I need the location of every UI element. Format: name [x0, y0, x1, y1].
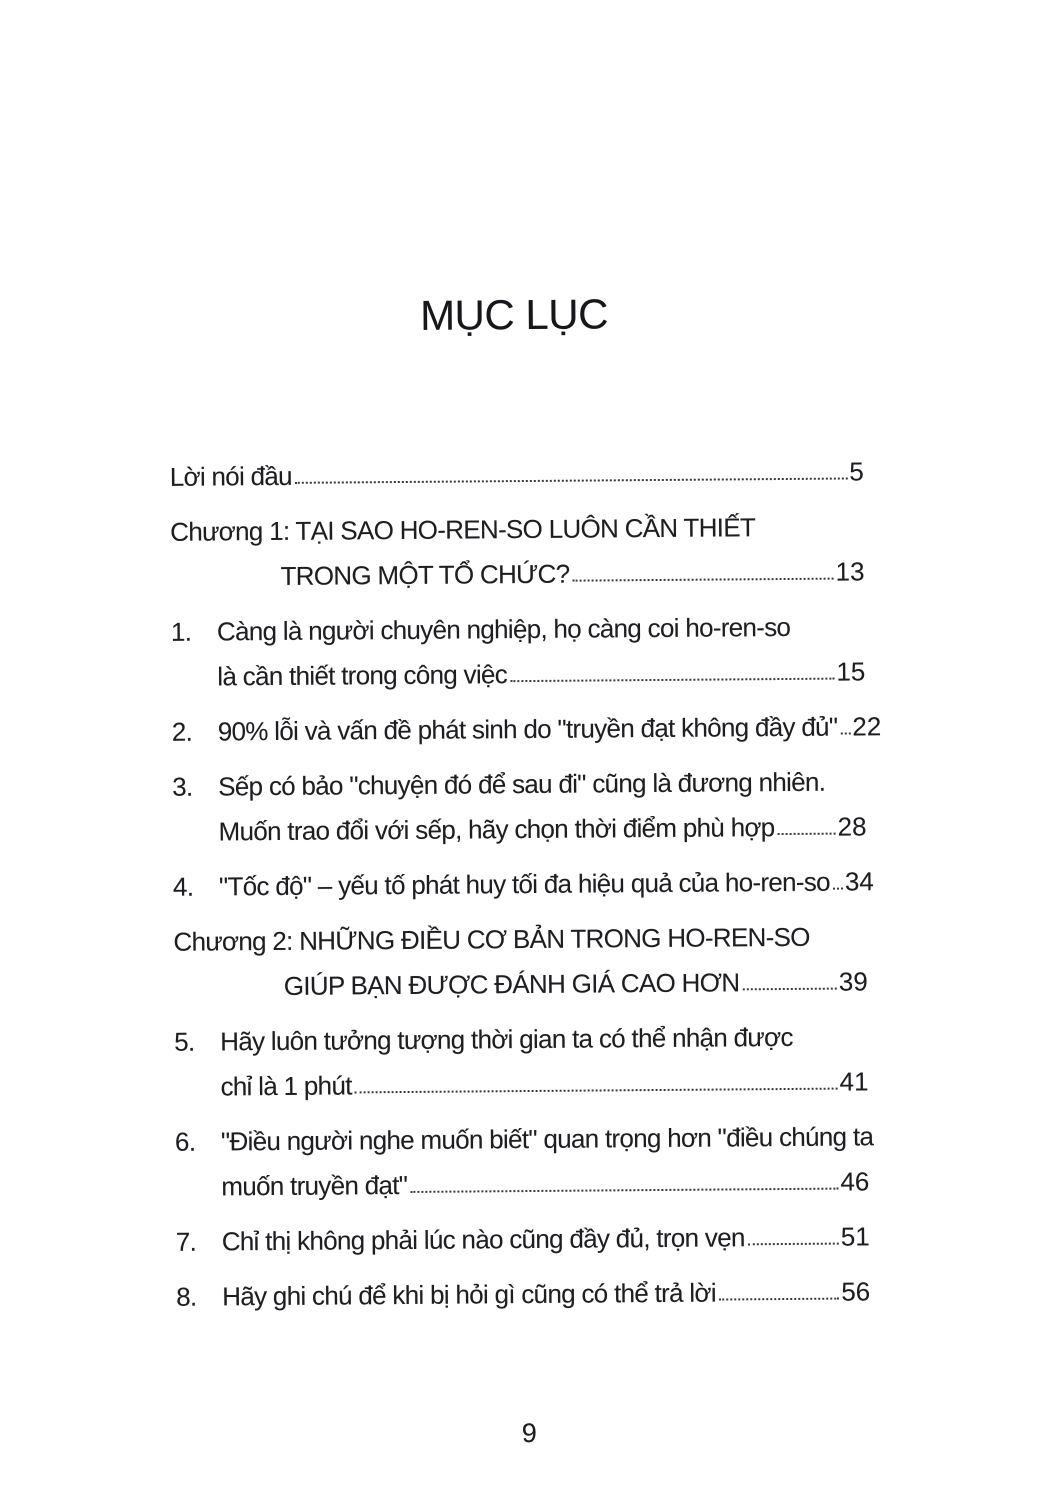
toc-page-number: 22: [852, 711, 882, 742]
toc-entry-item: [171, 697, 882, 747]
dot-leader: [572, 578, 833, 582]
toc-entry-text: GIÚP BẠN ĐƯỢC ĐÁNH GIÁ CAO HƠN: [283, 967, 740, 1001]
toc-entry-text: Hãy ghi chú để khi bị hỏi gì cũng có thể trả lời: [222, 1277, 716, 1312]
toc-entry-text: Càng là người chuyên nghiệp, họ càng coi ho-ren-so: [216, 611, 791, 647]
dot-leader: [833, 888, 843, 890]
dot-leader: [295, 477, 847, 483]
footer-page-number: 9: [521, 1417, 537, 1449]
toc-entry-text: TRONG MỘT TỔ CHỨC?: [280, 558, 570, 591]
toc-line: [176, 1262, 870, 1312]
toc-entry-front: [170, 442, 864, 492]
toc-entry-item: [176, 1207, 870, 1257]
toc-page-number: 41: [839, 1066, 869, 1097]
toc-entry-number: 2.: [171, 716, 193, 747]
dot-leader: [510, 678, 834, 683]
toc-line: [172, 852, 874, 902]
toc-entry-text: "Điều người nghe muốn biết" quan trọng hơn "điều chúng ta: [220, 1121, 874, 1157]
dot-leader: [778, 833, 836, 835]
dot-leader: [719, 1298, 839, 1301]
toc-list: [169, 442, 882, 1322]
toc-line: [170, 442, 864, 492]
toc-entry-text: Chương 2: NHỮNG ĐIỀU CƠ BẢN TRONG HO-REN-SO: [173, 921, 810, 957]
toc-line: [170, 542, 864, 592]
toc-entry-text: Lời nói đầu: [169, 460, 293, 492]
toc-line: [170, 497, 864, 547]
toc-entry-item: [172, 852, 874, 902]
dot-leader: [748, 1243, 839, 1246]
toc-line: [175, 1152, 869, 1202]
toc-entry-text: 90% lỗi và vấn đề phát sinh do "truyền đạt không đầy đủ": [217, 711, 838, 747]
toc-line: [174, 952, 868, 1002]
toc-entry-number: 3.: [172, 771, 193, 802]
toc-entry-number: 8.: [176, 1281, 197, 1312]
toc-page-number: 39: [838, 966, 868, 997]
page-title: MỤC LỤC: [419, 290, 609, 339]
dot-leader: [742, 988, 836, 991]
toc-entry-text: "Tốc độ" – yếu tố phát huy tối đa hiệu quả của ho-ren-so: [218, 866, 830, 902]
toc-page-number: 56: [841, 1276, 871, 1307]
toc-line: [172, 797, 866, 847]
toc-entry-chapter: [173, 907, 868, 1002]
toc-line: [172, 752, 866, 802]
toc-line: [174, 1052, 868, 1102]
toc-line: [171, 642, 865, 692]
toc-entry-text: muốn truyền đạt": [221, 1169, 408, 1202]
toc-entry-number: 6.: [174, 1126, 196, 1157]
toc-page-number: 46: [840, 1166, 870, 1197]
toc-entry-chapter: [170, 497, 865, 592]
toc-entry-item: [171, 597, 866, 692]
toc-line: [173, 907, 867, 957]
toc-entry-item: [174, 1007, 869, 1102]
toc-entry-text: chỉ là 1 phút: [220, 1070, 352, 1102]
toc-entry-number: 7.: [175, 1226, 197, 1257]
toc-line: [174, 1007, 868, 1057]
toc-page-number: 51: [840, 1221, 870, 1252]
toc-page-number: 5: [849, 456, 864, 487]
dot-leader: [355, 1088, 838, 1094]
toc-entry-text: là cần thiết trong công việc: [217, 659, 508, 692]
toc-entry-text: Chương 1: TẠI SAO HO-REN-SO LUÔN CẦN THIẾT: [170, 512, 756, 547]
toc-page-number: 28: [837, 811, 867, 842]
toc-page-number: 15: [836, 656, 866, 687]
toc-entry-text: Muốn trao đổi với sếp, hãy chọn thời điểm phù hợp: [218, 812, 775, 847]
dot-leader: [410, 1188, 838, 1193]
toc-entry-text: Sếp có bảo "chuyện đó để sau đi" cũng là đương nhiên.: [218, 766, 826, 802]
toc-entry-number: 5.: [174, 1026, 195, 1057]
toc-line: [176, 1207, 870, 1257]
toc-page-number: 34: [844, 866, 874, 897]
toc-page-number: 13: [835, 556, 865, 587]
toc-entry-text: Hãy luôn tưởng tượng thời gian ta có thể nhận được: [220, 1021, 793, 1057]
toc-entry-number: 4.: [172, 871, 194, 902]
toc-entry-number: 1.: [170, 616, 192, 647]
toc-entry-item: [172, 752, 867, 847]
toc-entry-item: [174, 1107, 874, 1202]
toc-line: [174, 1107, 874, 1157]
toc-entry-text: Chỉ thị không phải lúc nào cũng đầy đủ, trọn vẹn: [221, 1222, 745, 1257]
toc-entry-item: [176, 1262, 870, 1312]
dot-leader: [840, 732, 850, 734]
toc-line: [171, 597, 865, 647]
toc-line: [171, 697, 882, 747]
